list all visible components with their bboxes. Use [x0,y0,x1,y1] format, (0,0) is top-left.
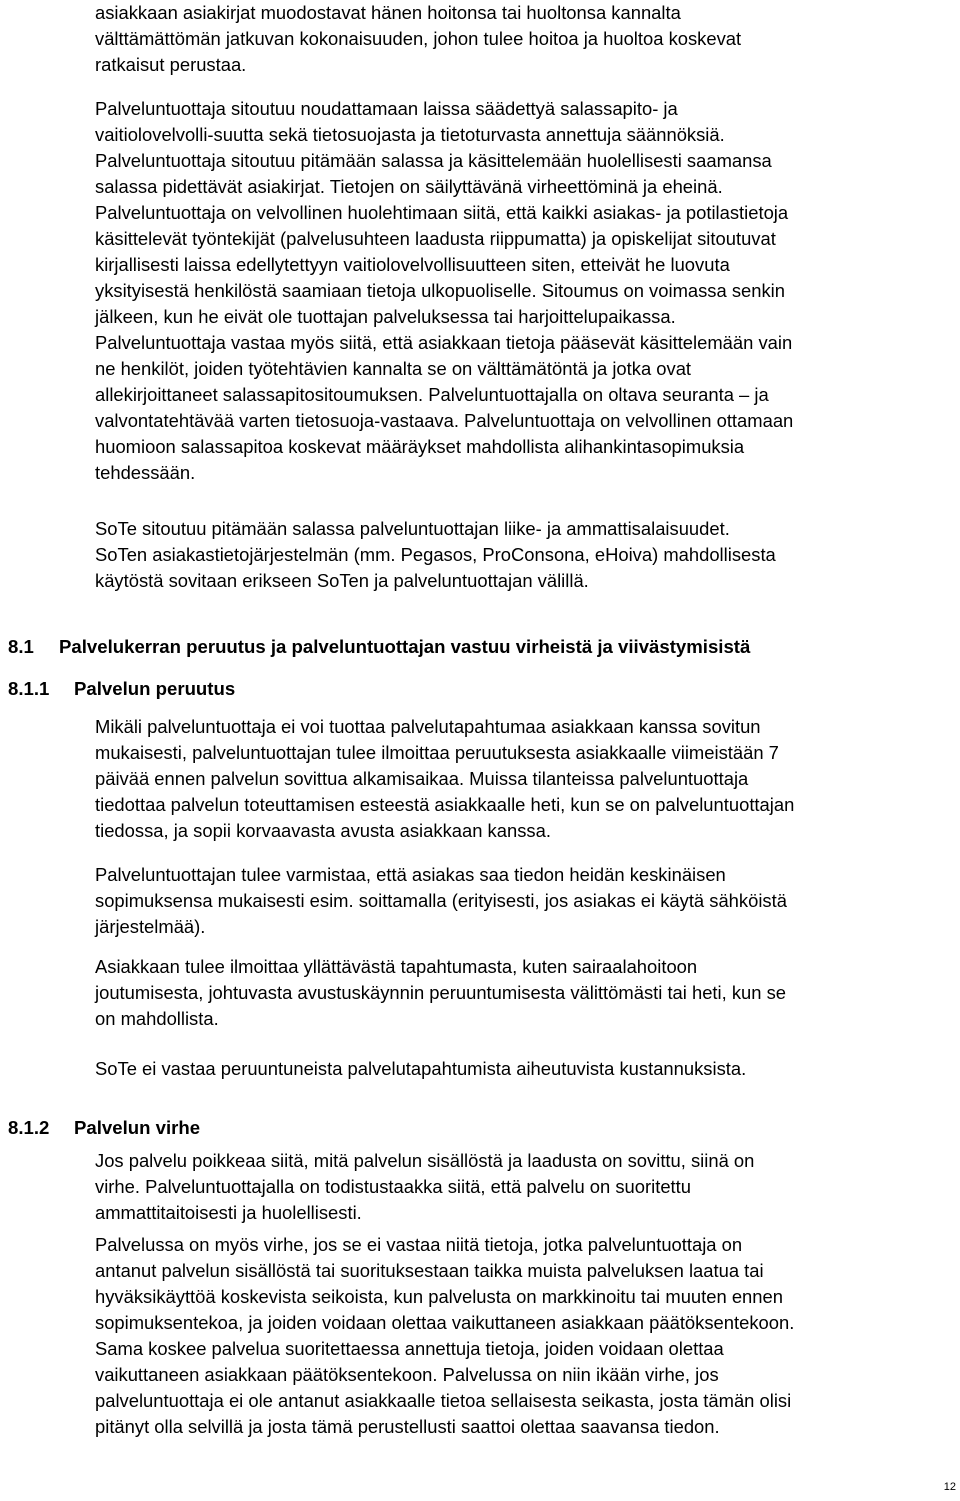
text-line: ratkaisut perustaa. [95,54,247,75]
text-line: pitänyt olla selvillä ja josta tämä perustellusti saattoi olettaa saavansa tiedon. [95,1416,720,1437]
paragraph-confidentiality [95,96,955,486]
paragraph-cancellation-notice [95,714,955,844]
paragraph-sote-confidentiality [95,516,955,594]
text-line: tehdessään. [95,462,196,483]
text-line: Palveluntuottaja on velvollinen huolehtimaan siitä, että kaikki asiakas- ja potilastietoja [95,202,789,223]
paragraph-client-notify [95,954,955,1032]
text-line: Palveluntuottaja sitoutuu pitämään salassa ja käsittelemään huolellisesti saamansa [95,150,772,171]
text-line: jälkeen, kun he eivät ole tuottajan palveluksessa tai harjoittelupaikassa. [95,306,676,327]
text-line: hyväksikäyttöä koskevista seikoista, kun palvelusta on markkinoitu tai muuten ennen [95,1286,783,1307]
text-line: Sama koskee palvelua suoritettaessa annettuja tietoja, joiden voidaan olettaa [95,1338,724,1359]
section-title: Palvelun peruutus [74,678,236,699]
page-number: 12 [943,1481,956,1493]
text-line: mukaisesti, palveluntuottajan tulee ilmoittaa peruutuksesta asiakkaalle viimeistään 7 [95,742,779,763]
paragraph-service-defect [95,1148,955,1226]
paragraph-sote-costs [95,1056,955,1082]
text-line: vaitiolovelvolli-suutta sekä tietosuojasta ja tietoturvasta annettuja säännöksiä. [95,124,725,145]
section-title: Palvelun virhe [74,1117,201,1138]
text-line: ammattitaitoisesti ja huolellisesti. [95,1202,362,1223]
text-line: huomioon salassapitoa koskevat määräykset mahdollista alihankintasopimuksia [95,436,745,457]
text-line: valvontatehtävää varten tietosuoja-vastaava. Palveluntuottaja on velvollinen ottamaan [95,410,794,431]
text-line: virhe. Palveluntuottajalla on todistustaakka siitä, että palvelu on suoritettu [95,1176,692,1197]
text-line: järjestelmää). [95,916,206,937]
section-title: Palvelukerran peruutus ja palveluntuottajan vastuu virheistä ja viivästymisistä [59,636,751,657]
text-line: Palveluntuottaja sitoutuu noudattamaan laissa säädettyä salassapito- ja [95,98,678,119]
text-line: välttämättömän jatkuvan kokonaisuuden, johon tulee hoitoa ja huoltoa koskevat [95,28,742,49]
section-number: 8.1.1 [8,678,50,699]
section-number: 8.1.2 [8,1117,50,1138]
text-line: ne henkilöt, joiden työtehtävien kannalta se on välttämätöntä ja jotka ovat [95,358,692,379]
section-number: 8.1 [8,636,34,657]
text-line: SoTe ei vastaa peruuntuneista palvelutapahtumista aiheutuvista kustannuksista. [95,1058,747,1079]
text-line: Jos palvelu poikkeaa siitä, mitä palvelun sisällöstä ja laadusta on sovittu, siinä on [95,1150,755,1171]
text-line: päivää ennen palvelun sovittua alkamisaikaa. Muissa tilanteissa palveluntuottaja [95,768,749,789]
text-line: Asiakkaan tulee ilmoittaa yllättävästä tapahtumasta, kuten sairaalahoitoon [95,956,698,977]
text-line: yksityisestä henkilöstä saamiaan tietoja ulkopuoliselle. Sitoumus on voimassa senkin [95,280,785,301]
text-line: kirjallisesti laissa edellytettyyn vaitiolovelvollisuutteen siten, etteivät he luovuta [95,254,730,275]
paragraph-confirm-info [95,862,955,940]
text-line: salassa pidettävät asiakirjat. Tietojen on säilyttävänä virheettöminä ja eheinä. [95,176,723,197]
text-line: vaikuttaneen asiakkaan päätöksentekoon. Palvelussa on niin ikään virhe, jos [95,1364,719,1385]
text-line: sopimuksensa mukaisesti esim. soittamalla (erityisesti, jos asiakas ei käytä sähköistä [95,890,787,911]
text-line: tiedottaa palvelun toteuttamisen esteestä asiakkaalle heti, kun se on palveluntuottajan [95,794,795,815]
text-line: SoTen asiakastietojärjestelmän (mm. Pegasos, ProConsona, eHoiva) mahdollisesta [95,544,776,565]
paragraph-continuation [95,0,955,78]
text-line: allekirjoittaneet salassapitositoumuksen. Palveluntuottajalla on oltava seuranta – ja [95,384,769,405]
text-line: Palveluntuottajan tulee varmistaa, että asiakas saa tiedon heidän keskinäisen [95,864,726,885]
text-line: Palvelussa on myös virhe, jos se ei vastaa niitä tietoja, jotka palveluntuottaja on [95,1234,743,1255]
text-line: asiakkaan asiakirjat muodostavat hänen hoitonsa tai huoltonsa kannalta [95,2,681,23]
text-line: käsittelevät työntekijät (palvelusuhteen laadusta riippumatta) ja opiskelijat sitoutuvat [95,228,776,249]
text-line: Mikäli palveluntuottaja ei voi tuottaa palvelutapahtumaa asiakkaan kanssa sovitun [95,716,761,737]
text-line: käytöstä sovitaan erikseen SoTen ja palveluntuottajan välillä. [95,570,589,591]
paragraph-service-defect-info [95,1232,955,1440]
text-line: SoTe sitoutuu pitämään salassa palveluntuottajan liike- ja ammattisalaisuudet. [95,518,730,539]
text-line: tiedossa, ja sopii korvaavasta avusta asiakkaan kanssa. [95,820,551,841]
text-line: antanut palvelun sisällöstä tai suorituksestaan taikka muista palveluksen laatua tai [95,1260,764,1281]
text-line: palveluntuottaja ei ole antanut asiakkaalle tietoa sellaisesta seikasta, josta tämän olisi [95,1390,792,1411]
text-line: on mahdollista. [95,1008,219,1029]
text-line: sopimuksentekoa, ja joiden voidaan olettaa vaikuttaneen asiakkaan päätöksentekoon. [95,1312,795,1333]
text-line: Palveluntuottaja vastaa myös siitä, että asiakkaan tietoja pääsevät käsittelemään vain [95,332,793,353]
text-line: joutumisesta, johtuvasta avustuskäynnin peruuntumisesta välittömästi tai heti, kun se [95,982,787,1003]
